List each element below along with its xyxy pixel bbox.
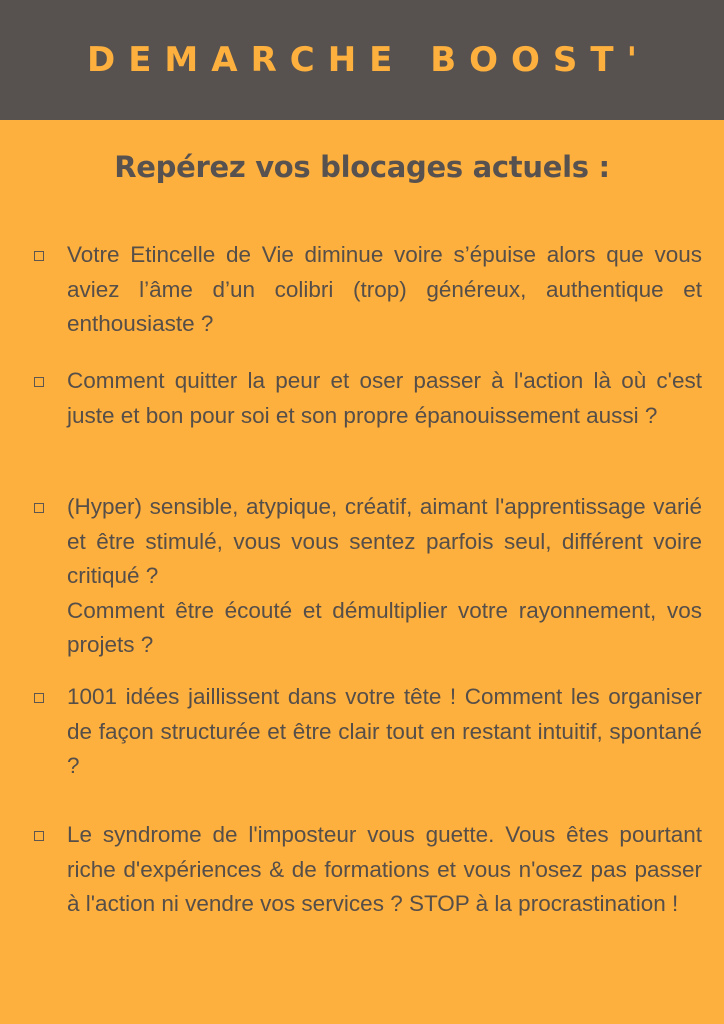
checklist-item xyxy=(34,490,702,663)
item-paragraph: 1001 idées jaillissent dans votre tête ! Comment les organiser de façon structurée et être clair tout en restant intuitif, spontané ? xyxy=(67,684,702,778)
checklist-item xyxy=(34,364,702,433)
empty-checkbox-icon xyxy=(34,503,44,513)
item-paragraph: (Hyper) sensible, atypique, créatif, aimant l'apprentissage varié et être stimulé, vous vous sentez parfois seul, différent voire critiqué ? xyxy=(67,494,702,588)
empty-checkbox-icon xyxy=(34,693,44,703)
checklist-item-text xyxy=(67,238,702,342)
empty-checkbox-icon xyxy=(34,377,44,387)
checklist-item-text xyxy=(67,490,702,663)
checklist-item xyxy=(34,238,702,342)
checklist-item-text xyxy=(67,818,702,922)
item-paragraph: Votre Etincelle de Vie diminue voire s’épuise alors que vous aviez l’âme d’un colibri (trop) généreux, authentique et enthousiaste ? xyxy=(67,242,702,336)
page-title: DEMARCHE BOOST' xyxy=(86,40,651,80)
checklist-item xyxy=(34,818,702,922)
empty-checkbox-icon xyxy=(34,831,44,841)
checklist-item-text xyxy=(67,680,702,784)
empty-checkbox-icon xyxy=(34,251,44,261)
header-banner xyxy=(0,0,724,120)
section-heading: Repérez vos blocages actuels : xyxy=(114,150,610,184)
checklist-item xyxy=(34,680,702,784)
item-paragraph: Comment être écouté et démultiplier votre rayonnement, vos projets ? xyxy=(67,597,702,657)
item-paragraph: Comment quitter la peur et oser passer à l'action là où c'est juste et bon pour soi et son propre épanouissement aussi ? xyxy=(67,368,702,428)
checklist-item-text xyxy=(67,364,702,433)
item-paragraph: Le syndrome de l'imposteur vous guette. Vous êtes pourtant riche d'expériences & de formations et vous n'osez pas passer à l'action ni vendre vos services ? STOP à la procrastination ! xyxy=(67,822,702,916)
